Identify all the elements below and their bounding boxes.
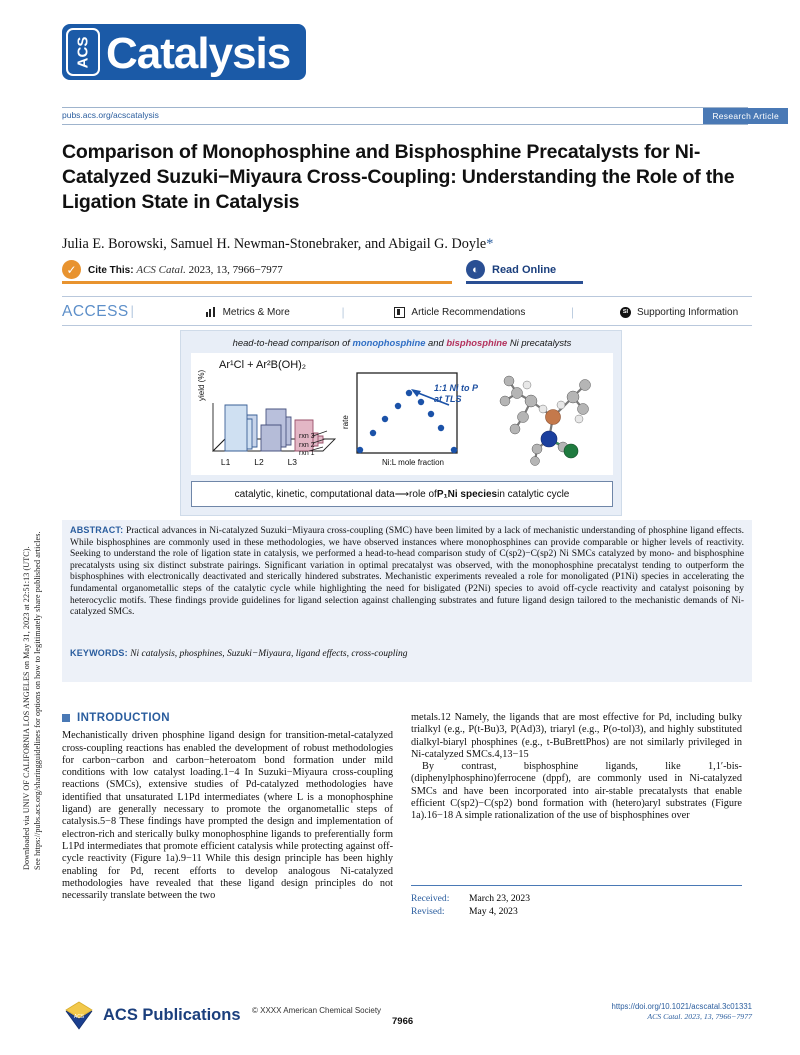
doi-block [612,1002,752,1022]
access-bar [62,300,752,324]
access-separator-2: | [571,304,574,319]
bar-chart-depth-labels [299,433,315,459]
acs-publications-label: ACS Publications [103,1005,241,1024]
toc-footer-pre: catalytic, kinetic, computational data [234,488,395,500]
received-label: Received: [411,893,450,904]
toc-footer-post: in catalytic cycle [497,488,570,500]
article-type-badge: Research Article [703,108,788,124]
right-paragraph-2: By contrast, bisphosphine ligands, like 1,1′-bis-(diphenylphosphino)ferrocene (dppf), are commonly used in Ni-catalyzed SMCs and have been incorporated into air-stable precatalysts that enable efficient C(sp2)−C(sp2) bond formation with (hetero)aryl substrates (Figure 1a).16−18 A simple rationalization of the use of bisphosphines over [411,761,742,822]
abstract-paragraph [70,525,744,619]
toc-figure-panel [191,353,613,475]
scatter-annotation [434,383,478,405]
body-column-right [411,712,742,823]
article-page [52,0,800,1055]
cite-this-text [88,264,283,276]
intro-paragraph-1: Mechanistically driven phosphine ligand design for transition-metal-catalyzed cross-coupling reactions has enabled the development of robust methodologies for carbon−carbon and carbon−heteroatom bond formation under mild conditions with low catalyst loading.1−4 In Suzuki−Miyaura cross-coupling reactions (SMCs), extensive studies of Pd-catalyzed methodologies have identified that unsaturated L1Pd intermediates (where L is a monophosphine ligand) are generally necessary to promote the organometallic steps of catalysis.5−8 These findings have prompted the design and implementation of electron-rich and sterically bulky monophosphine ligands to preferentially form L1Pd intermediates that promote efficient catalysis while protecting against off-cycle reactivity (Figure 1a).9−11 While this design principle has been highly enabling for Pd, recent efforts to develop analogous Ni-catalyzed methodologies have revealed that these ligand design principles do not necessarily translate between the two [62,730,393,902]
dates-rule [411,885,742,886]
toc-footer-bold: P₁Ni species [436,488,498,500]
revised-label: Revised: [411,905,445,917]
cite-volume-pages: 2023, 13, 7966−7977 [188,263,283,276]
graphical-abstract [180,330,622,516]
author-list [62,236,752,253]
page-footer [62,1000,752,1040]
access-pipe: | [130,304,134,319]
scatter-xlabel: Ni:L mole fraction [382,458,444,467]
revised-value: May 4, 2023 [469,905,518,917]
author-names: Julia E. Borowski, Samuel H. Newman-Stonebraker, and Abigail G. Doyle [62,236,487,252]
margin-sharing-notice: See https://pubs.acs.org/sharingguidelines for options on how to legitimately share published articles. [33,531,42,870]
received-row [411,893,742,906]
toc-headline-mono: monophosphine [352,337,426,348]
acs-publications-logo [62,1000,241,1030]
masthead-rule-bottom [62,124,748,125]
read-online-label: Read Online [492,263,557,276]
footer-citation: ACS Catal. 2023, 13, 7966−7977 [647,1012,752,1021]
read-online-icon: ◐ [466,260,485,279]
bar-chart-ylabel: yield (%) [197,369,206,401]
page-title: Comparison of Monophosphine and Bisphosphine Precatalysts for Ni-Catalyzed Suzuki−Miyaura Cross-Coupling: Understanding the Role of the Ligation State in Catalysis [62,141,735,213]
acs-mark-text: ACS [74,36,92,68]
access-separator-1: | [341,304,345,319]
bar-cat-l3: L3 [287,457,298,467]
keywords-label: KEYWORDS: [70,648,128,658]
toc-footer-statement [191,481,613,507]
scatter-ylabel: rate [341,415,350,429]
toc-headline-mid: and [425,337,447,348]
right-paragraph-1: metals.12 Namely, the ligands that are most effective for Pd, including bulky trialkyl (e.g., P(t-Bu)3, P(Ad)3), triaryl (e.g., P(o-tol)3), and highly substituted dialkyl-biaryl phosphines (e.g., t-BuBrettPhos) are not similarly privileged in Ni-catalyzed SMCs.4,13−15 [411,712,742,760]
document-icon [394,307,405,318]
journal-name: Catalysis [106,29,291,78]
abstract-label: ABSTRACT: [70,525,124,535]
page-number: 7966 [392,1016,414,1027]
copyright-notice: © XXXX American Chemical Society [252,1006,382,1015]
toc-footer-arrow: ⟶ [394,488,410,500]
revised-row [411,906,742,919]
toc-headline-post: Ni precatalysts [507,337,572,348]
cite-journal-abbrev: ACS Catal. [136,263,186,276]
keywords-line [70,648,744,659]
access-rule-bottom [62,325,752,326]
rxn1-label: rxn 1 [299,450,315,457]
metrics-label: Metrics & More [222,306,290,318]
toc-headline-pre: head-to-head comparison of [232,337,353,348]
bar-cat-l2: L2 [254,457,264,467]
bar-chart-svg [205,373,345,465]
annotation-line-2: at TLS [434,394,462,404]
toc-headline [181,337,623,348]
rxn3-label: rxn 3 [299,433,315,440]
doi-link[interactable]: https://doi.org/10.1021/acscatal.3c01331 [611,1002,752,1011]
access-label[interactable]: ACCESS [62,303,129,320]
rxn2-label: rxn 2 [299,441,315,449]
si-badge-icon: SI [620,307,631,318]
body-column-left [62,712,393,902]
cite-this-label: Cite This: [88,264,134,276]
received-value: March 23, 2023 [469,893,531,904]
journal-url-link[interactable]: pubs.acs.org/acscatalysis [62,110,159,120]
section-bullet-icon [62,714,70,722]
journal-masthead [62,24,306,80]
margin-notes [0,0,52,1055]
corresponding-author-marker: * [486,236,494,252]
annotation-line-1: 1:1 Ni to P [434,383,479,393]
metrics-and-more-link[interactable] [206,307,290,318]
abstract-section [62,520,752,682]
toc-headline-bis: bisphosphine [446,337,508,348]
publication-dates [411,893,742,918]
cite-row [62,258,752,288]
cite-this-block[interactable] [62,258,452,284]
access-rule-top [62,296,752,297]
abstract-body: Practical advances in Ni-catalyzed Suzuki−Miyaura cross-coupling (SMC) have been limited by a lack of mechanistic understanding of phosphine ligand effects. While bisphosphines are commonly used in these methodologies, we have observed instances where monophosphines can provide comparable or higher levels of reactivity. Seeking to understand the role of ligation state in catalysis, we performed a head-to-head comparison study of C(sp2)−C(sp2) Ni SMCs catalyzed by mono- and bisphosphine precatalysts using six distinct substrate pairings. Significant variation in optimal precatalyst was observed, with the monophosphine precatalyst tending to outperform the bisphosphines with electronically deactivated and sterically hindered substrates. Mechanistic experiments revealed a role for monoligated (P1Ni) species in accelerating the fundamental organometallic steps of the catalytic cycle while highlighting the need for bisligated (P2Ni) species to avoid off-cycle reactivity and catalyst poisoning by heterocyclic motifs. These findings provide guidelines for ligand selection against challenging substrates and future ligand design tailored to the mechanistic demands of Ni-catalyzed SMCs. [70,526,745,618]
read-online-button[interactable] [466,258,583,284]
introduction-label: INTRODUCTION [77,712,170,724]
supporting-information-link[interactable] [620,307,738,318]
svg-text:ACS: ACS [73,1014,85,1020]
article-recommendations-link[interactable] [394,307,525,318]
check-circle-icon: ✓ [62,260,81,279]
molecular-structure-icon [491,357,609,475]
bar-cat-l1: L1 [220,457,231,467]
metrics-bars-icon [206,307,217,317]
supporting-label: Supporting Information [636,306,739,318]
acs-mark [66,28,100,76]
bar-chart-categories [209,457,309,467]
acs-catalysis-logo [62,24,306,80]
recommendations-label: Article Recommendations [411,306,526,318]
reaction-equation: Ar¹Cl + Ar²B(OH)₂ [219,359,307,371]
margin-download-notice: Downloaded via UNIV OF CALIFORNIA LOS ANGELES on May 31, 2023 at 22:51:13 (UTC). [22,546,31,870]
acs-diamond-icon [62,1000,96,1030]
toc-footer-mid: role of [409,488,437,500]
masthead-rule-top [62,107,748,108]
keywords-values: Ni catalysis, phosphines, Suzuki−Miyaura, ligand effects, cross-coupling [130,649,408,659]
section-heading-introduction [62,712,393,724]
